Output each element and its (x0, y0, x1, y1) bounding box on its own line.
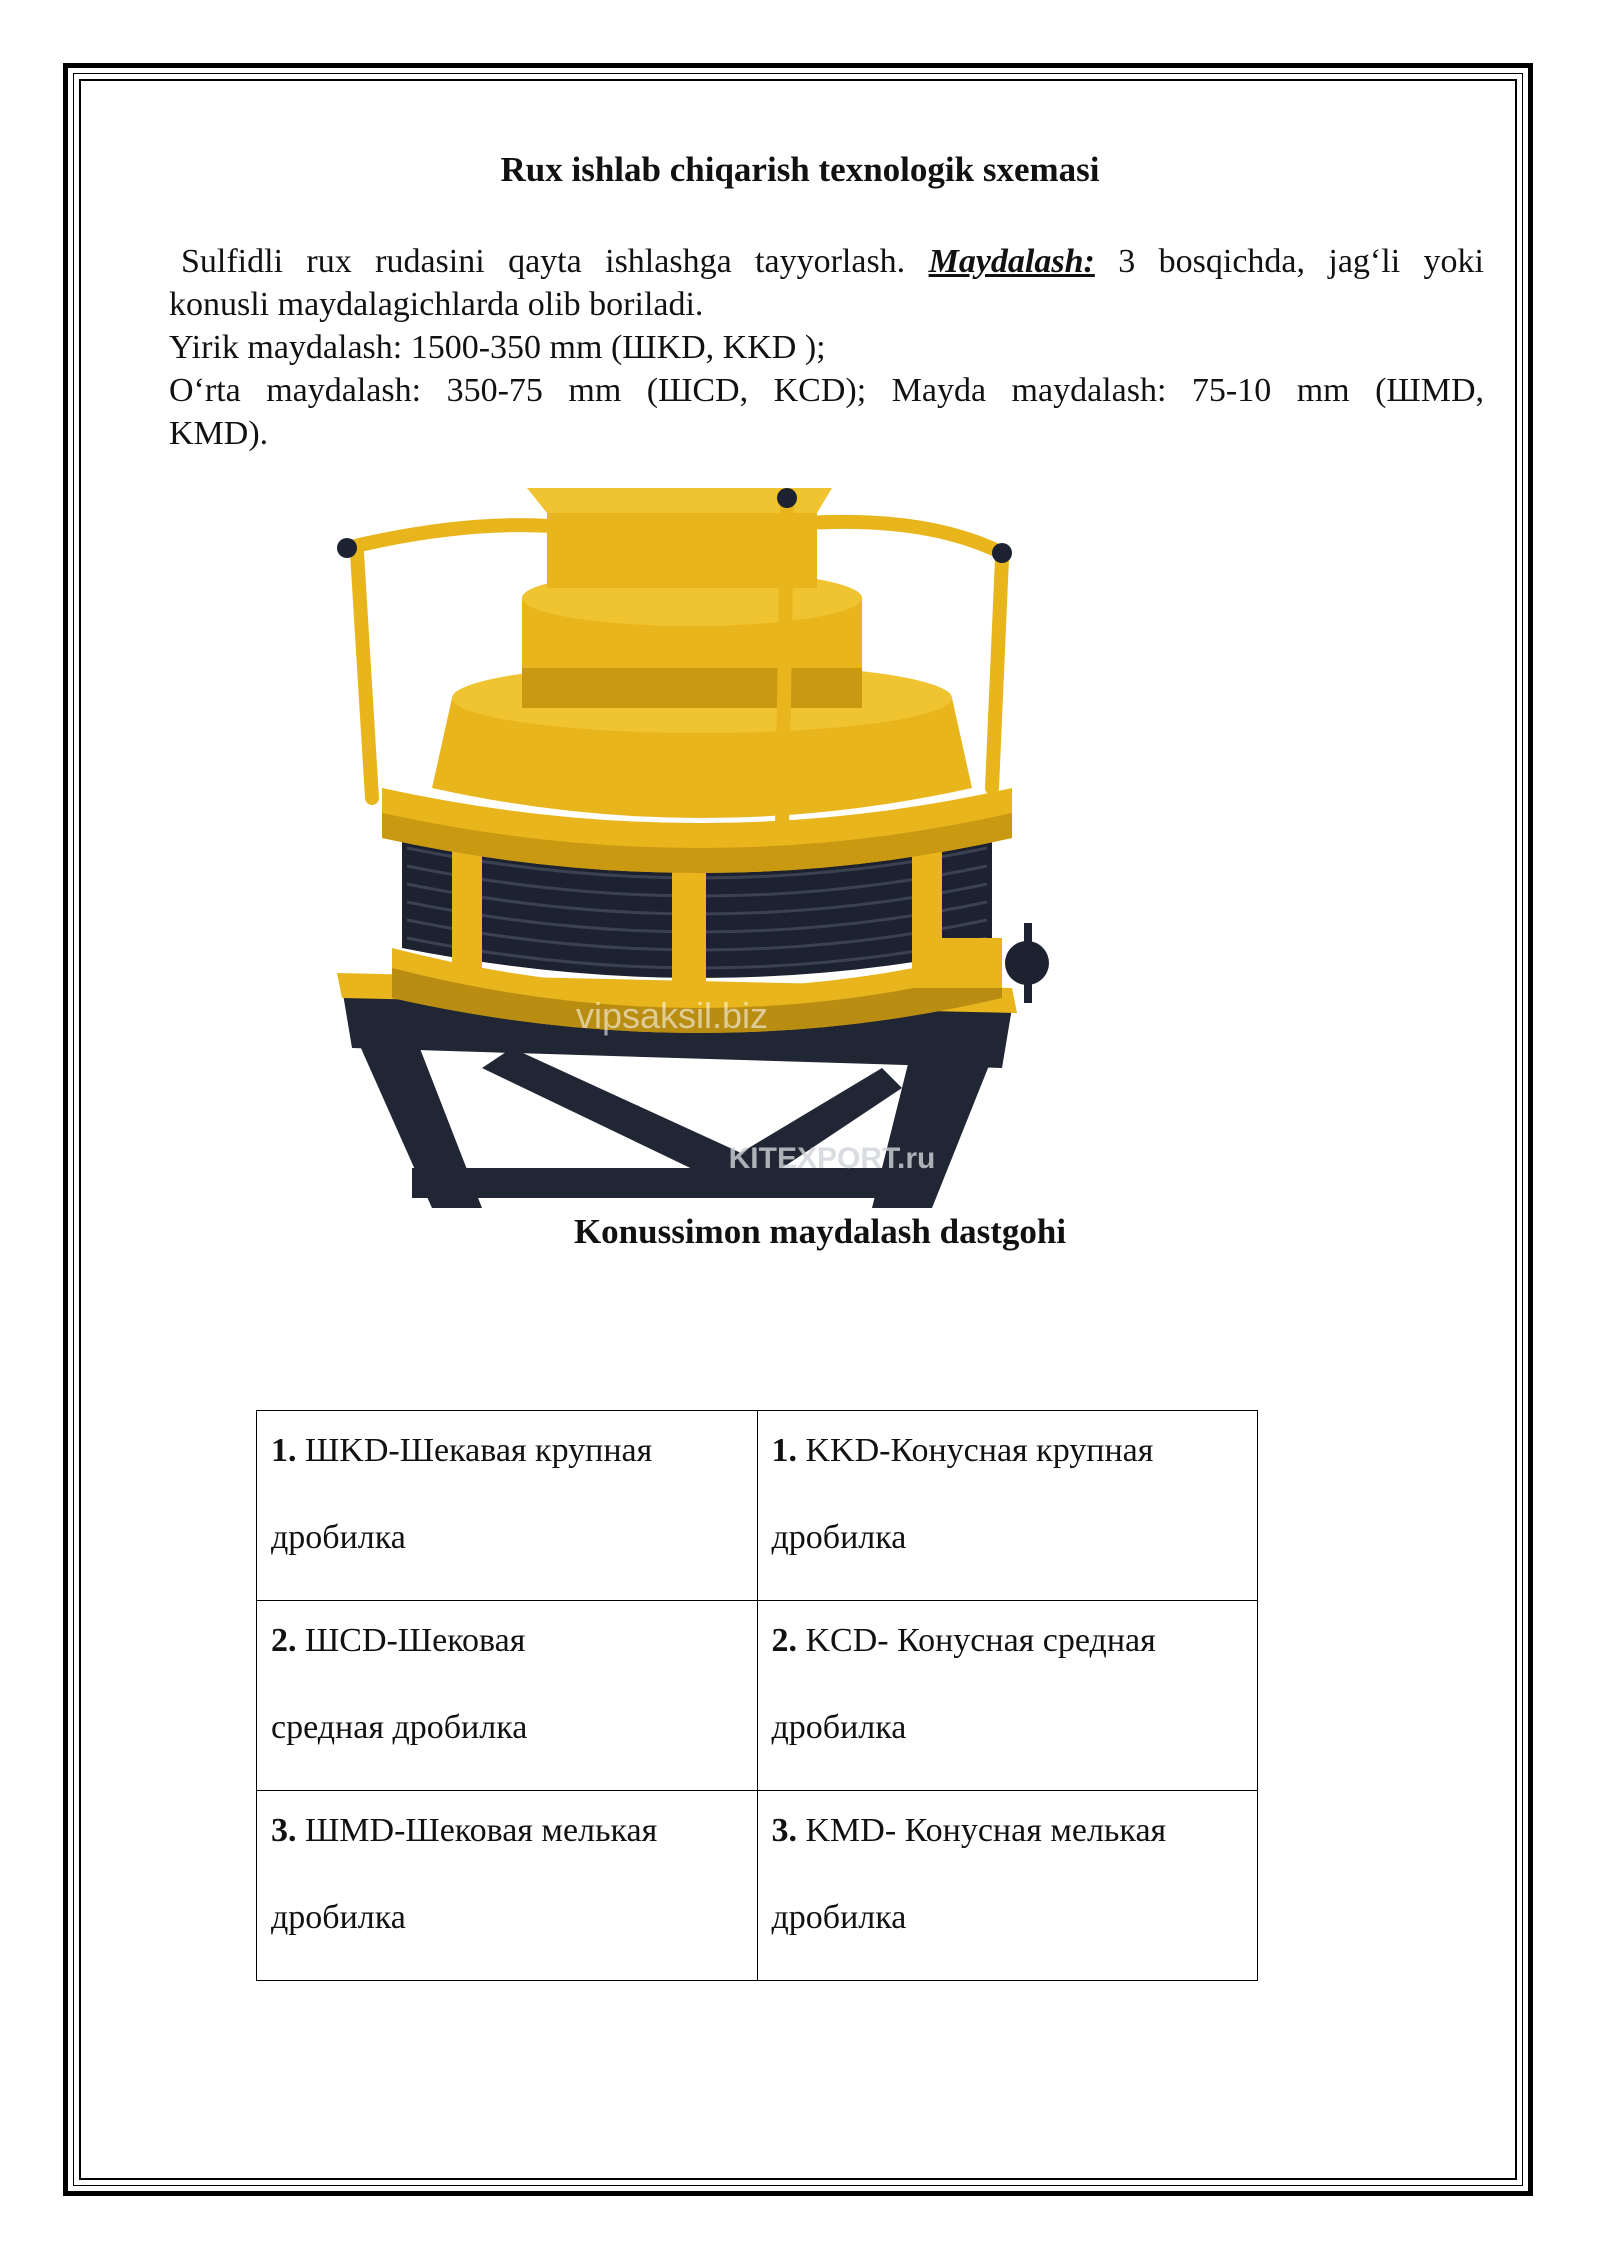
item-name: KCD- Конусная средная (805, 1622, 1156, 1659)
table-cell (757, 1411, 1258, 1601)
document-title: Rux ishlab chiqarish texnologik sxemasi (500, 150, 1100, 189)
item-number: 3. (271, 1812, 297, 1849)
figure-caption: Konussimon maydalash dastgohi (573, 1212, 1067, 1251)
crusher-types-table (256, 1410, 1258, 1981)
table-row (257, 1601, 1258, 1791)
table-row (257, 1791, 1258, 1981)
item-number: 3. (771, 1812, 797, 1849)
intro-line-4: O‘rta maydalash: 350-75 mm (ШCD, KCD); Mayda maydalash: 75-10 mm (ШMD, (169, 372, 1484, 409)
item-name-continued: дробилка (271, 1899, 406, 1936)
item-name: KKD-Конусная крупная (805, 1432, 1154, 1469)
item-name-continued: дробилка (771, 1899, 907, 1936)
intro-line-1 (169, 240, 1484, 283)
table-cell (257, 1411, 758, 1601)
table-cell (257, 1601, 758, 1791)
item-name-continued: средная дробилка (271, 1709, 528, 1746)
watermark-text-2: KITEXPORT.ru (728, 1142, 936, 1175)
item-number: 2. (771, 1622, 797, 1659)
item-name: ШCD-Шековая (305, 1622, 526, 1659)
item-number: 1. (771, 1432, 797, 1469)
item-number: 2. (271, 1622, 297, 1659)
intro-line-1-start: Sulfidli rux rudasini qayta ishlashga tayyorlash. (181, 243, 906, 280)
intro-line-3: Yirik maydalash: 1500-350 mm (ШKD, KKD ); (169, 329, 826, 366)
item-name-continued: дробилка (771, 1519, 907, 1556)
item-name: ШKD-Шекавая крупная (305, 1432, 653, 1469)
keyword-maydalash: Maydalash: (928, 243, 1095, 280)
table-cell (257, 1791, 758, 1981)
intro-line-2: konusli maydalagichlarda olib boriladi. (169, 286, 704, 323)
watermark-text-1: vipsaksil.biz (575, 995, 769, 1036)
item-name: ШMD-Шековая мелькая (305, 1812, 658, 1849)
intro-paragraph (169, 240, 1484, 455)
item-name: KMD- Конусная мелькая (805, 1812, 1167, 1849)
table-cell (757, 1791, 1258, 1981)
intro-line-5: KMD). (169, 415, 269, 452)
item-name-continued: дробилка (771, 1709, 907, 1746)
table-cell (757, 1601, 1258, 1791)
intro-line-1-end: 3 bosqichda, jag‘li yoki (1118, 243, 1485, 280)
item-name-continued: дробилка (271, 1519, 406, 1556)
table-row (257, 1411, 1258, 1601)
cone-crusher-image (312, 468, 1092, 1208)
item-number: 1. (271, 1432, 297, 1469)
